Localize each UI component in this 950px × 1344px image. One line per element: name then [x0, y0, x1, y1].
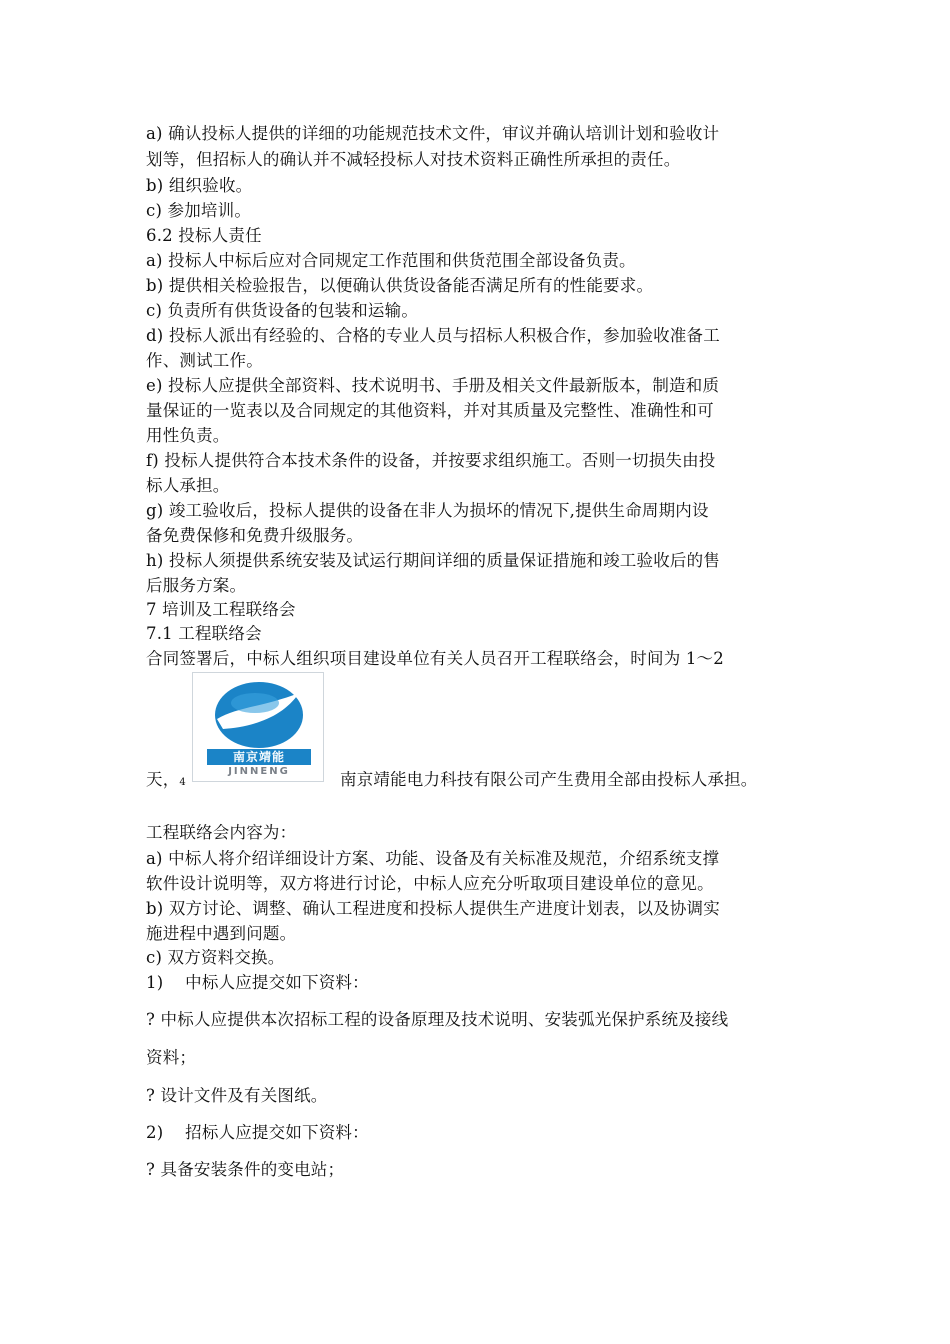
text-line: c) 参加培训。: [146, 201, 252, 220]
text-line: 1) 中标人应提交如下资料：: [146, 973, 369, 992]
company-logo: [192, 672, 324, 782]
text-line: b) 提供相关检验报告，以便确认供货设备能否满足所有的性能要求。: [146, 276, 654, 295]
text-line: b) 组织验收。: [146, 176, 253, 195]
text-line: 南京靖能电力科技有限公司产生费用全部由投标人承担。: [340, 770, 758, 789]
text-line: 工程联络会内容为：: [146, 823, 297, 842]
section-heading: 7.1 工程联络会: [146, 624, 262, 643]
text-line: 备免费保修和免费升级服务。: [146, 526, 364, 545]
text-line: 后服务方案。: [146, 576, 247, 595]
logo-en-text: JINNENG: [228, 766, 290, 777]
text-line: ? 设计文件及有关图纸。: [146, 1086, 328, 1105]
text-line: 划等，但招标人的确认并不减轻投标人对技术资料正确性所承担的责任。: [146, 150, 681, 169]
section-heading: 6.2 投标人责任: [146, 226, 262, 245]
text-line: 用性负责。: [146, 426, 230, 445]
logo-line-prefix: 天，: [146, 770, 180, 789]
text-line: a) 投标人中标后应对合同规定工作范围和供货范围全部设备负责。: [146, 251, 636, 270]
text-line: [146, 768, 186, 795]
text-line: c) 负责所有供货设备的包装和运输。: [146, 301, 419, 320]
text-line: g) 竣工验收后，投标人提供的设备在非人为损坏的情况下,提供生命周期内设: [146, 501, 709, 520]
text-line: ? 具备安装条件的变电站；: [146, 1160, 345, 1179]
text-line: c) 双方资料交换。: [146, 948, 285, 967]
text-line: b) 双方讨论、调整、确认工程进度和投标人提供生产进度计划表，以及协调实: [146, 899, 720, 918]
logo-cn-text: 南京靖能: [207, 749, 311, 765]
text-line: 作、测试工作。: [146, 351, 263, 370]
text-line: 合同签署后，中标人组织项目建设单位有关人员召开工程联络会，时间为 1～2: [146, 649, 724, 668]
superscript-note: 4: [179, 777, 186, 788]
text-line: d) 投标人派出有经验的、合格的专业人员与招标人积极合作，参加验收准备工: [146, 326, 720, 345]
text-line: 量保证的一览表以及合同规定的其他资料，并对其质量及完整性、准确性和可: [146, 401, 714, 420]
text-line: 软件设计说明等，双方将进行讨论，中标人应充分听取项目建设单位的意见。: [146, 874, 714, 893]
text-line: a) 确认投标人提供的详细的功能规范技术文件，审议并确认培训计划和验收计: [146, 124, 720, 143]
logo-swoosh-icon: [193, 673, 324, 753]
text-line: e) 投标人应提供全部资料、技术说明书、手册及相关文件最新版本，制造和质: [146, 376, 720, 395]
section-heading: 7 培训及工程联络会: [146, 600, 296, 619]
text-line: 资料；: [146, 1048, 197, 1067]
text-line: ? 中标人应提供本次招标工程的设备原理及技术说明、安装弧光保护系统及接线: [146, 1010, 729, 1029]
text-line: f) 投标人提供符合本技术条件的设备，并按要求组织施工。否则一切损失由投: [146, 451, 716, 470]
text-line: a) 中标人将介绍详细设计方案、功能、设备及有关标准及规范，介绍系统支撑: [146, 849, 720, 868]
text-line: 2) 招标人应提交如下资料：: [146, 1123, 369, 1142]
text-line: h) 投标人须提供系统安装及试运行期间详细的质量保证措施和竣工验收后的售: [146, 551, 721, 570]
text-line: 标人承担。: [146, 476, 230, 495]
text-line: 施进程中遇到问题。: [146, 924, 297, 943]
